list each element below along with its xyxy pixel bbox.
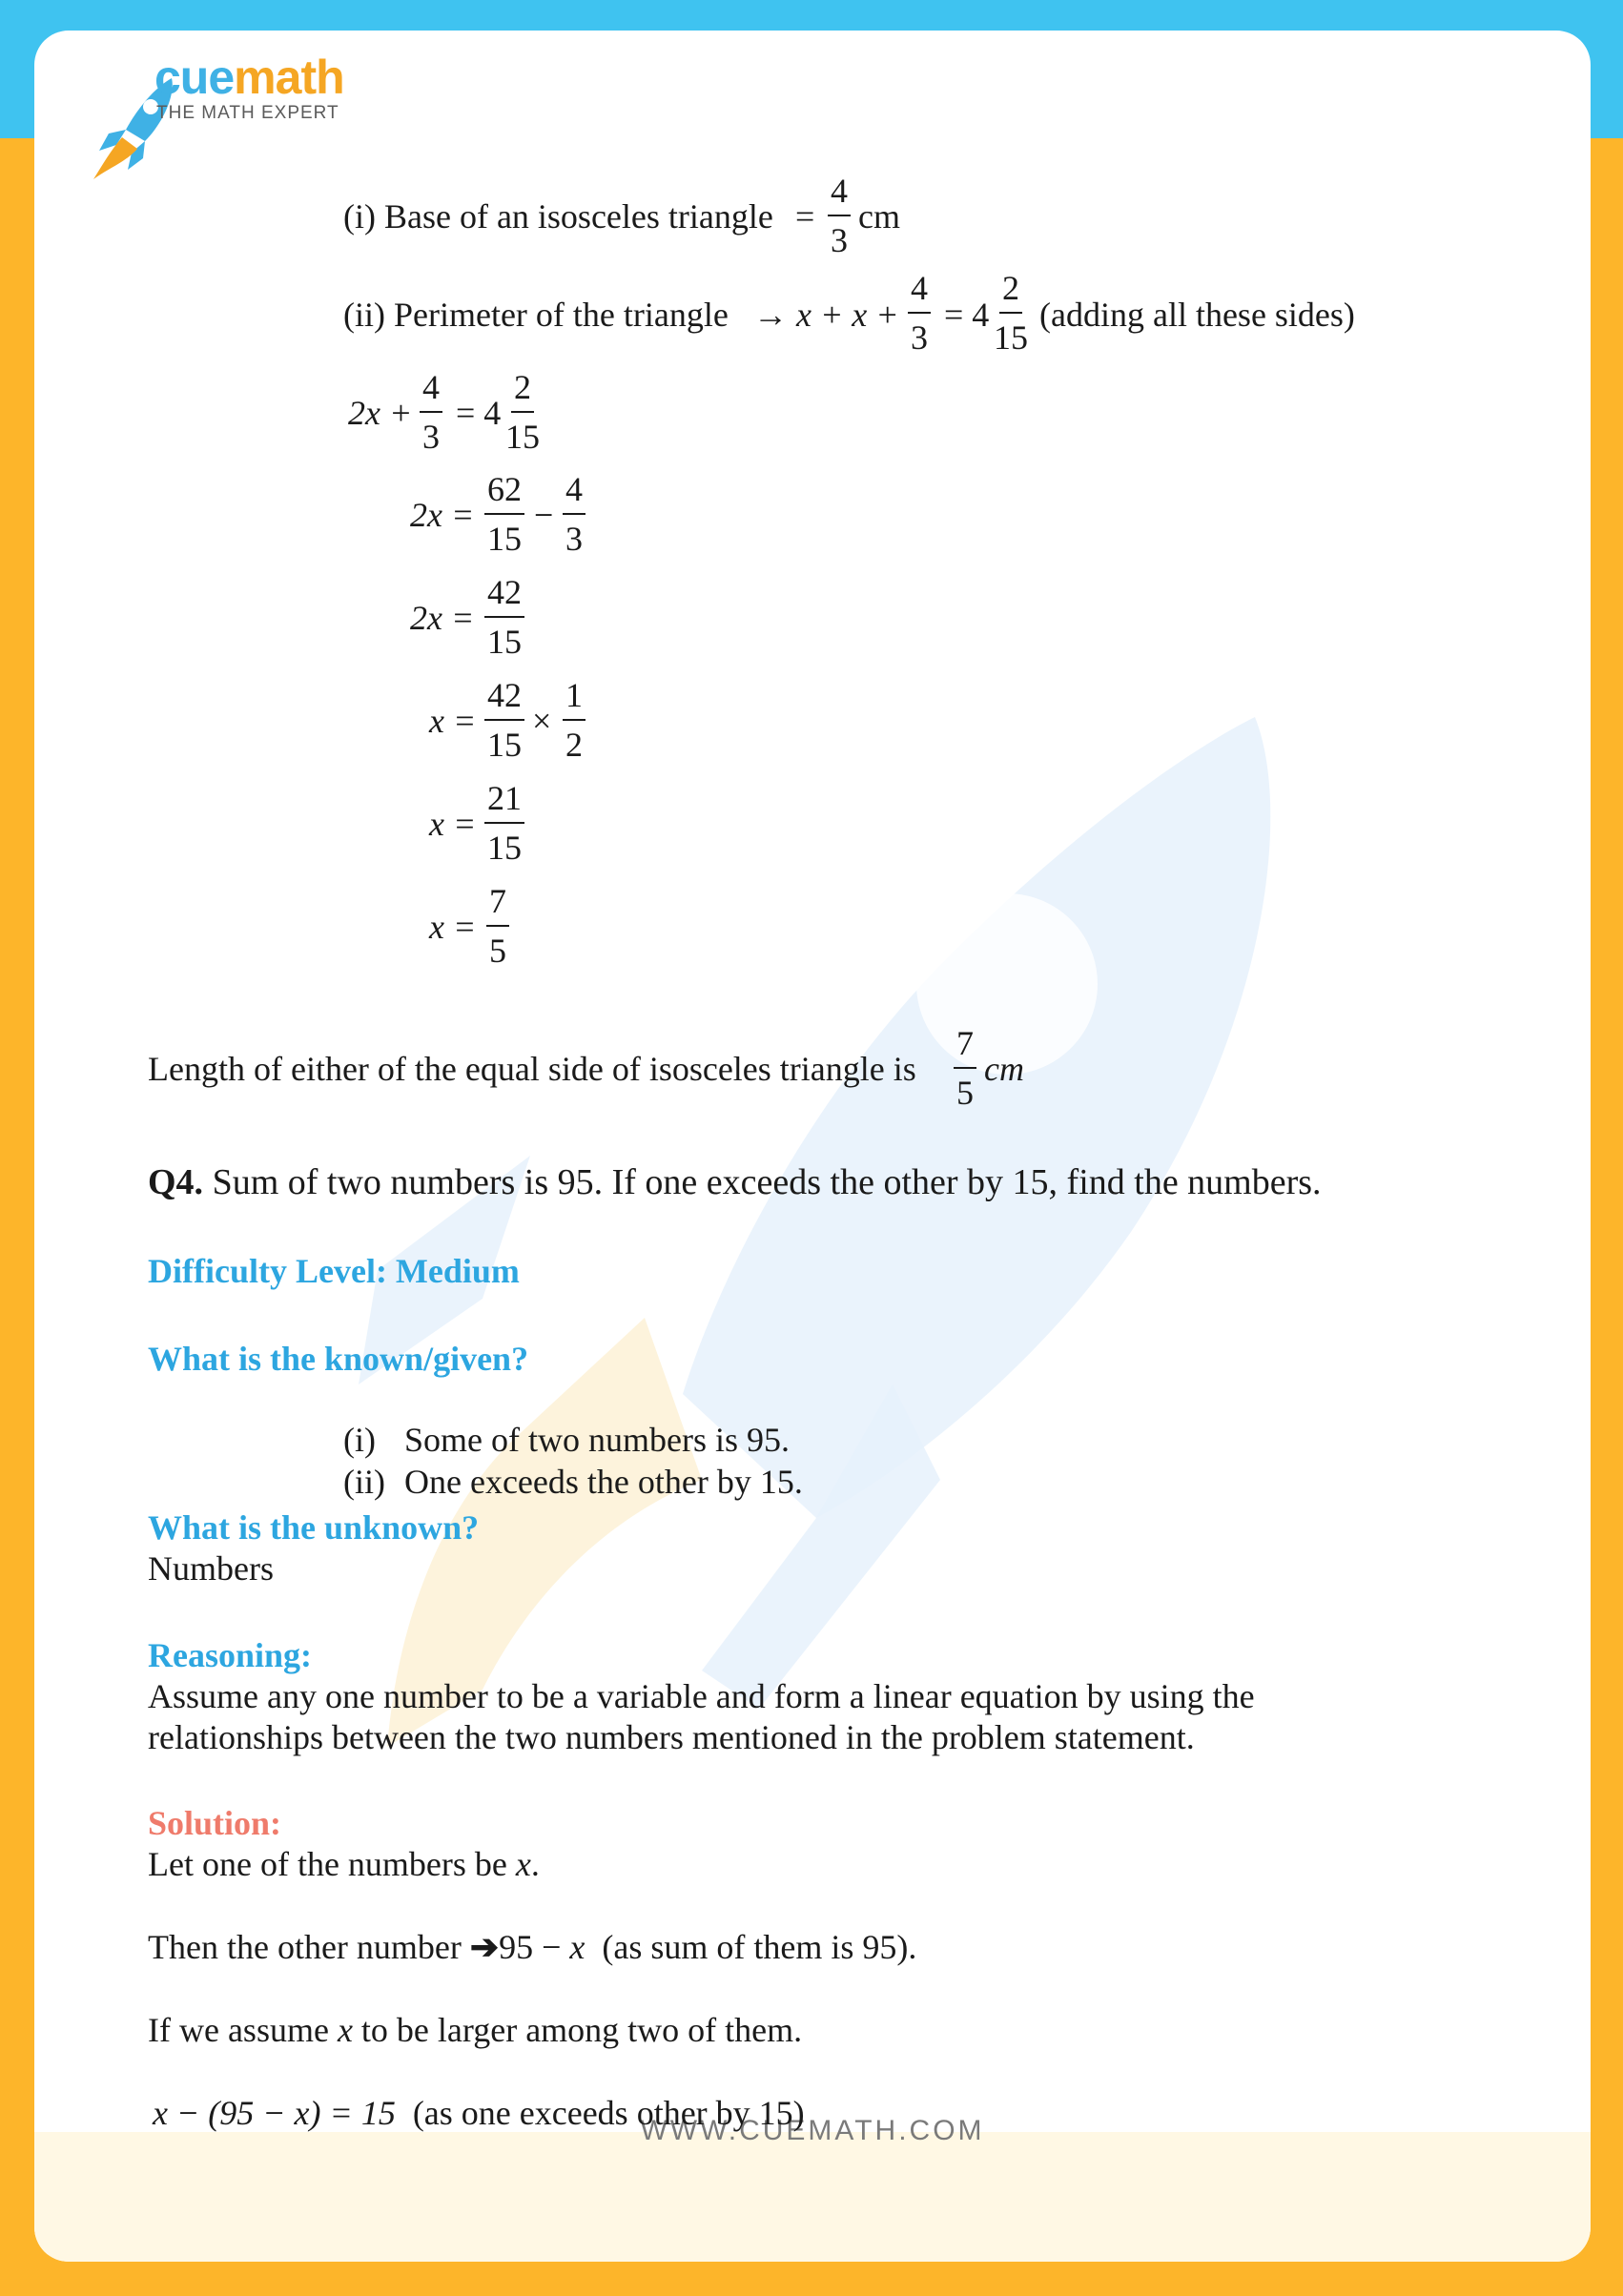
- perimeter-equals: = 4: [944, 296, 990, 334]
- step2-lhs: 2x =: [410, 496, 475, 534]
- step4-f2d: 2: [565, 726, 583, 764]
- step2-mid: −: [534, 496, 554, 534]
- base-num: 4: [828, 174, 851, 216]
- right-arrow-icon: ➔: [469, 1928, 500, 1966]
- perimeter-note: (adding all these sides): [1039, 296, 1355, 334]
- known-item-2-num: (ii): [343, 1463, 385, 1501]
- step1-f2d: 15: [505, 418, 540, 456]
- solution-heading: Solution:: [148, 1804, 282, 1842]
- step2-frac1: [484, 472, 524, 556]
- solution-dot: .: [530, 1845, 540, 1883]
- conclusion-fraction: [954, 1026, 976, 1110]
- reasoning-line-1: Assume any one number to be a variable and form a linear equation by using the: [148, 1677, 1255, 1715]
- solution-line-2: [148, 1930, 916, 1964]
- solution-line-1-text: Let one of the numbers be: [148, 1845, 507, 1883]
- conclusion-den: 5: [956, 1074, 974, 1112]
- perimeter-num: 4: [908, 271, 931, 314]
- solution-expr-var: x: [569, 1928, 586, 1966]
- step3-f1n: 42: [484, 575, 524, 618]
- step4-f1n: 42: [484, 678, 524, 721]
- base-equals: =: [795, 197, 815, 236]
- perimeter-den: 3: [911, 318, 928, 357]
- solution-line-1: [148, 1847, 540, 1881]
- step5-f1d: 15: [487, 829, 522, 867]
- step1-frac1: [420, 370, 442, 454]
- question-text: Sum of two numbers is 95. If one exceeds the other by 15, find the numbers.: [212, 1162, 1322, 1202]
- conclusion-text: Length of either of the equal side of isosceles triangle is: [148, 1050, 916, 1088]
- perimeter-mixed-num: 2: [999, 271, 1022, 314]
- step3-frac1: [484, 575, 524, 659]
- step2-f1d: 15: [487, 520, 522, 558]
- step4-mid: ×: [532, 702, 552, 740]
- step1-f1d: 3: [422, 418, 440, 456]
- unknown-heading: What is the unknown?: [148, 1508, 480, 1547]
- base-label: (i) Base of an isosceles triangle: [343, 197, 773, 236]
- step6-frac1: [486, 884, 509, 968]
- brand-name-part1: cue: [154, 51, 235, 104]
- solution-line-2-text: Then the other number: [148, 1928, 462, 1966]
- step4-frac2: [563, 678, 586, 762]
- solution-line-3-var: x: [337, 2011, 353, 2049]
- step6-f1d: 5: [489, 932, 506, 970]
- page-card: [34, 31, 1591, 2262]
- brand-wordmark: [154, 50, 344, 105]
- perimeter-expr: → x + x +: [753, 296, 899, 334]
- perimeter-label: (ii) Perimeter of the triangle: [343, 296, 729, 334]
- step4-f2n: 1: [563, 678, 586, 721]
- step5-lhs: x =: [429, 805, 477, 843]
- step1-frac2: [505, 370, 540, 454]
- known-item-1-text: Some of two numbers is 95.: [404, 1421, 790, 1459]
- footer-band: [34, 2132, 1591, 2262]
- step2-f2n: 4: [563, 472, 586, 515]
- solution-line-4: [153, 2096, 805, 2130]
- question-label: Q4.: [148, 1162, 204, 1202]
- solution-note-2: (as sum of them is 95).: [602, 1928, 917, 1966]
- solution-expr: 95 −: [499, 1928, 562, 1966]
- step3-f1d: 15: [487, 623, 522, 661]
- base-den: 3: [831, 221, 848, 259]
- step2-frac2: [563, 472, 586, 556]
- base-fraction: [828, 174, 851, 257]
- step1-mid: = 4: [456, 394, 502, 432]
- base-unit: cm: [858, 197, 900, 236]
- unknown-text: Numbers: [148, 1549, 274, 1588]
- question-q4: [148, 1164, 1322, 1200]
- step1-f1n: 4: [420, 370, 442, 413]
- step2-f1n: 62: [484, 472, 524, 515]
- step5-frac1: [484, 781, 524, 865]
- step1-f2n: 2: [511, 370, 534, 413]
- perimeter-mixed-den: 15: [994, 318, 1028, 357]
- conclusion-num: 7: [954, 1026, 976, 1069]
- solution-line-3b: to be larger among two of them.: [360, 2011, 803, 2049]
- step6-f1n: 7: [486, 884, 509, 927]
- step6-lhs: x =: [429, 908, 477, 946]
- known-item-1-num: (i): [343, 1421, 376, 1459]
- step1-lhs: 2x +: [348, 394, 413, 432]
- solution-line-3: [148, 2013, 802, 2047]
- conclusion-unit: cm: [984, 1050, 1024, 1088]
- step5-f1n: 21: [484, 781, 524, 824]
- footer-url: WWW.CUEMATH.COM: [640, 2115, 985, 2146]
- step4-frac1: [484, 678, 524, 762]
- solution-equation: x − (95 − x) = 15: [153, 2094, 396, 2132]
- rocket-watermark-icon: [34, 31, 1591, 2262]
- known-heading: What is the known/given?: [148, 1340, 529, 1378]
- step4-f1d: 15: [487, 726, 522, 764]
- perimeter-fraction: [908, 271, 931, 355]
- known-item-2-text: One exceeds the other by 15.: [404, 1463, 803, 1501]
- reasoning-heading: Reasoning:: [148, 1636, 313, 1674]
- solution-line-3a: If we assume: [148, 2011, 329, 2049]
- step4-lhs: x =: [429, 702, 477, 740]
- brand-tagline: THE MATH EXPERT: [156, 103, 339, 123]
- brand-name-part2: math: [234, 51, 344, 104]
- difficulty-level: Difficulty Level: Medium: [148, 1252, 520, 1290]
- step2-f2d: 3: [565, 520, 583, 558]
- solution-variable: x: [515, 1845, 531, 1883]
- perimeter-mixed-fraction: [994, 271, 1028, 355]
- step3-lhs: 2x =: [410, 599, 475, 637]
- solution-note-4: (as one exceeds other by 15): [412, 2094, 805, 2132]
- reasoning-line-2: relationships between the two numbers mentioned in the problem statement.: [148, 1718, 1195, 1756]
